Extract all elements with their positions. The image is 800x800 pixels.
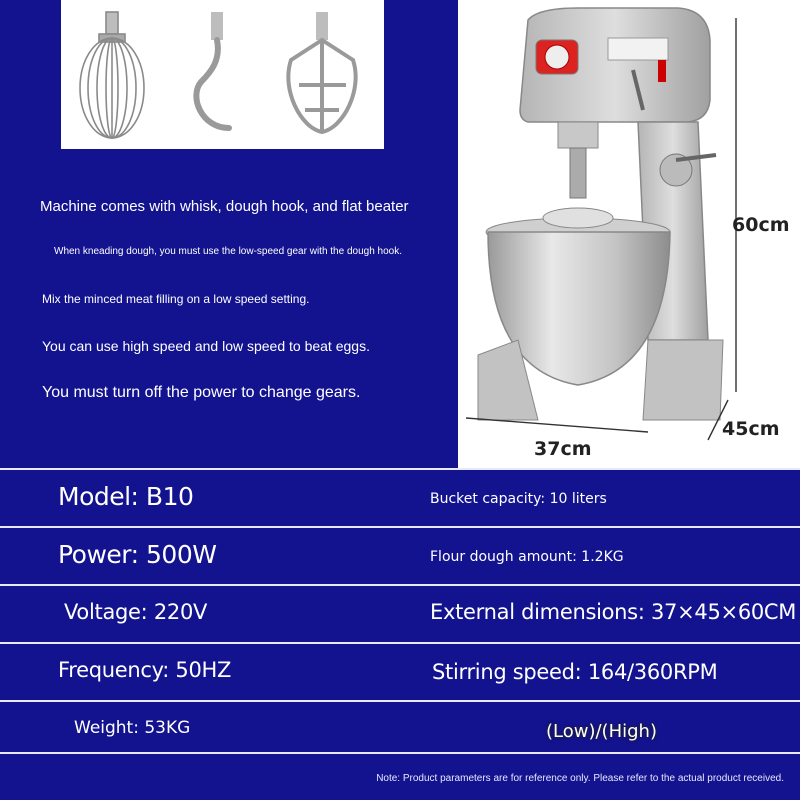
note-turn-off-power: You must turn off the power to change gears.	[42, 384, 361, 401]
spec-stirring-speed: Stirring speed: 164/360RPM	[432, 660, 718, 684]
spec-table-divider	[0, 752, 800, 754]
spec-flour-dough-amount: Flour dough amount: 1.2KG	[430, 549, 624, 565]
mixer-product-image	[458, 0, 800, 468]
attachments-image	[61, 0, 384, 149]
spec-weight: Weight: 53KG	[74, 718, 191, 738]
flat-beater-illustration	[288, 12, 355, 132]
note-kneading: When kneading dough, you must use the low-speed gear with the dough hook.	[54, 246, 403, 257]
spec-row	[0, 700, 800, 754]
spec-bucket-capacity: Bucket capacity: 10 liters	[430, 491, 607, 507]
spec-frequency: Frequency: 50HZ	[58, 658, 232, 682]
spec-power: Power: 500W	[58, 540, 217, 569]
note-attachments: Machine comes with whisk, dough hook, and flat beater	[40, 198, 409, 215]
usage-notes	[0, 150, 458, 465]
dimension-height: 60cm	[732, 214, 790, 236]
whisk-illustration	[80, 12, 144, 138]
note-minced-meat: Mix the minced meat filling on a low speed setting.	[42, 292, 310, 306]
spec-voltage: Voltage: 220V	[64, 600, 208, 624]
dimension-depth: 45cm	[722, 418, 780, 440]
dimension-width: 37cm	[534, 438, 592, 460]
spec-row	[0, 468, 800, 522]
spec-external-dimensions: External dimensions: 37×45×60CM	[430, 600, 797, 624]
attachments-illustration	[61, 0, 384, 149]
spec-model: Model: B10	[58, 482, 194, 511]
note-beat-eggs: You can use high speed and low speed to beat eggs.	[42, 338, 370, 354]
speed-setting-note: (Low)/(High)	[546, 721, 657, 742]
dough-hook-illustration	[196, 12, 229, 128]
spec-row	[0, 584, 800, 638]
spec-row	[0, 642, 800, 696]
footnote: Note: Product parameters are for reference only. Please refer to the actual product received.	[376, 773, 784, 784]
spec-row	[0, 526, 800, 580]
